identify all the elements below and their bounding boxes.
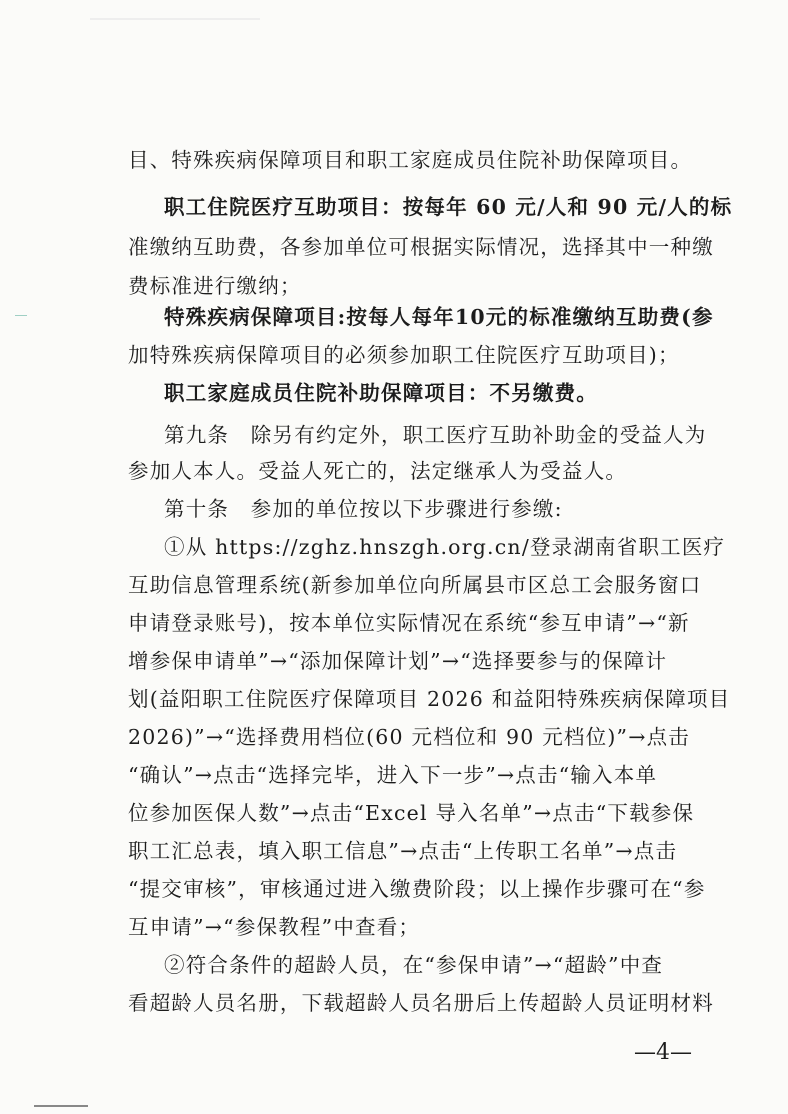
text-line-14: 增参保申请单”→“添加保障计划”→“选择要参与的保障计 <box>128 649 668 673</box>
text-line-12: 互助信息管理系统(新参加单位向所属县市区总工会服务窗口 <box>128 573 702 597</box>
text-line-9: 参加人本人。受益人死亡的，法定继承人为受益人。 <box>128 459 628 483</box>
text-line-22: ②符合条件的超龄人员，在“参保申请”→“超龄”中查 <box>164 953 664 977</box>
text-line-11: ①从 https://zghz.hnszgh.org.cn/登录湖南省职工医疗 <box>164 535 726 559</box>
text-line-7: 职工家庭成员住院补助保障项目：不另缴费。 <box>164 381 598 405</box>
text-line-19: 职工汇总表，填入职工信息”→点击“上传职工名单”→点击 <box>128 839 678 863</box>
text-line-6: 加特殊疾病保障项目的必须参加职工住院医疗互助项目)； <box>128 343 680 367</box>
scan-mark-bottom <box>34 1105 88 1107</box>
text-line-23: 看超龄人员名册，下载超龄人员名册后上传超龄人员证明材料 <box>128 991 714 1015</box>
text-line-8: 第九条 除另有约定外，职工医疗互助补助金的受益人为 <box>164 423 707 447</box>
text-line-20: “提交审核”，审核通过进入缴费阶段；以上操作步骤可在“参 <box>128 877 706 901</box>
text-line-21: 互申请”→“参保教程”中查看； <box>128 915 421 939</box>
page-number: —4— <box>634 1040 692 1065</box>
text-line-17: “确认”→点击“选择完毕，进入下一步”→点击“输入本单 <box>128 763 658 787</box>
scan-mark-left <box>15 315 27 316</box>
text-line-15: 划(益阳职工住院医疗保障项目 2026 和益阳特殊疾病保障项目 <box>128 687 731 711</box>
text-line-13: 申请登录账号)，按本单位实际情况在系统“参互申请”→“新 <box>128 611 690 635</box>
text-line-16: 2026)”→“选择费用档位(60 元档位和 90 元档位)”→点击 <box>128 725 690 749</box>
text-line-10: 第十条 参加的单位按以下步骤进行参缴: <box>164 497 563 521</box>
text-line-2: 职工住院医疗互助项目：按每年 60 元/人和 90 元/人的标 <box>164 195 733 219</box>
text-line-1: 目、特殊疾病保障项目和职工家庭成员住院补助保障项目。 <box>128 148 693 172</box>
scan-mark-top <box>90 18 260 20</box>
text-line-4: 费标准进行缴纳； <box>128 274 302 298</box>
text-line-18: 位参加医保人数”→点击“Excel 导入名单”→点击“下载参保 <box>128 801 695 825</box>
text-line-3: 准缴纳互助费，各参加单位可根据实际情况，选择其中一种缴 <box>128 235 714 259</box>
text-line-5: 特殊疾病保障项目:按每人每年10元的标准缴纳互助费(参 <box>164 305 714 329</box>
